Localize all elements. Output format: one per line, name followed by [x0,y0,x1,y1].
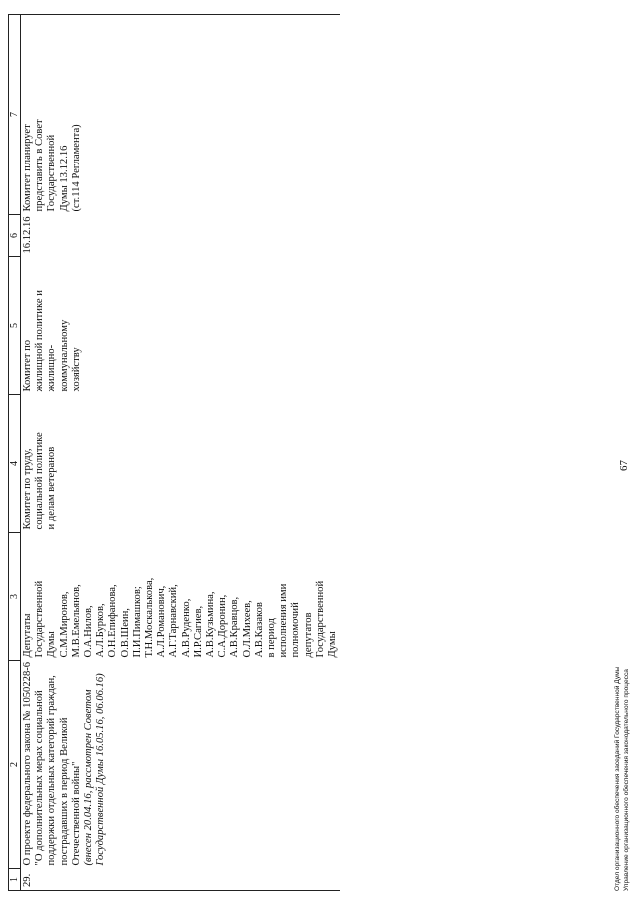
date-cell: 16.12.16 [21,215,341,257]
page-number: 67 [618,460,630,471]
initiator-line: исполнения ими [278,583,290,658]
table-row [21,15,341,891]
bill-title [22,661,83,866]
initiator-line: П.И.Пимашков; [131,586,143,658]
bill-cell [21,661,341,869]
plan-line: Государственной [46,134,58,212]
initiator-line: С.А.Доронин, [217,594,229,658]
initiator-line: И.Р.Сагиев, [192,605,204,658]
column-number: 4 [9,395,21,533]
initiator-line: М.В.Емельянов, [70,584,82,658]
initiator-line: Государственной [314,580,326,658]
footer-directorate: Управление организационного обеспечения законодательного процесса [623,669,630,891]
bill-note [83,664,107,866]
column-number-row [9,15,21,891]
initiator-line: А.В.Кравцов, [229,596,241,658]
column-number: 1 [9,869,21,891]
initiator-line: Т.Н.Москалькова, [144,577,156,658]
initiator-line: А.В.Кузьмина, [205,591,217,658]
initiator-line: Депутаты [22,613,33,658]
initiator-line: Думы [327,631,339,658]
bill-title-line: О проекте федерального закона № 1050228-6 [22,661,33,866]
coexecutor-cell [21,257,341,395]
plan-line: представить в Совет [34,119,46,212]
committee-line: и делам ветеранов [46,446,58,530]
coexecutor-line: Комитет по [22,339,33,392]
plan-line: (ст.114 Регламента) [70,124,82,212]
initiator-line: О.А.Нилов, [83,605,95,658]
initiator-line: в период [266,618,278,658]
footer-department: Отдел организационного обеспечения заседаний Государственной Думы [614,666,621,891]
column-number: 6 [9,215,21,257]
initiator-line: А.В.Руденко, [180,598,192,658]
initiator-line: А.Л.Бурков, [95,603,107,658]
initiator-line: полномочий [290,602,302,658]
plan-line: Комитет планирует [22,124,33,212]
initiator-line: О.Н.Епифанова, [107,584,119,658]
initiator-line: А.В.Казаков [253,602,265,658]
initiator-line: О.В.Шеин, [119,608,131,658]
coexecutor-line: жилищной политике и [34,290,46,392]
plan-cell [21,15,341,215]
committee-line: Комитет по труду, [22,448,33,530]
bill-note-line: (внесен 20.04.16, рассмотрен Советом [83,689,95,866]
bill-title-line: "О дополнительных мерах социальной [34,690,46,866]
bills-table [8,14,340,891]
initiator-line: Государственной [34,580,46,658]
column-number: 2 [9,661,21,869]
column-number: 7 [9,15,21,215]
coexecutor-line: жилищно- [46,344,58,392]
column-number: 5 [9,257,21,395]
coexecutor-line: коммунальному [58,319,70,392]
column-number: 3 [9,533,21,661]
initiators-cell [21,533,341,661]
initiator-line: С.М.Миронов, [58,591,70,658]
plan-line: Думы 13.12.16 [58,145,70,212]
initiator-line: Думы [46,631,58,658]
bill-title-line: Отечественной войны" [70,761,82,866]
initiator-line: А.Г.Тарнавский, [168,584,180,658]
coexecutor-line: хозяйству [70,347,82,392]
bill-title-line: пострадавших в период Великой [58,717,70,866]
bill-title-line: поддержки отдельных категорий граждан, [46,675,58,866]
committee-line: социальной политике [34,432,46,530]
bill-note-line: Государственной Думы 16.05.16, 06.06.16) [95,673,107,866]
initiator-line: О.Л.Михеев, [241,600,253,658]
committee-cell [21,395,341,533]
initiator-line: депутатов [302,612,314,658]
initiator-line: А.Л.Романович, [156,585,168,658]
row-number: 29. [21,869,341,891]
